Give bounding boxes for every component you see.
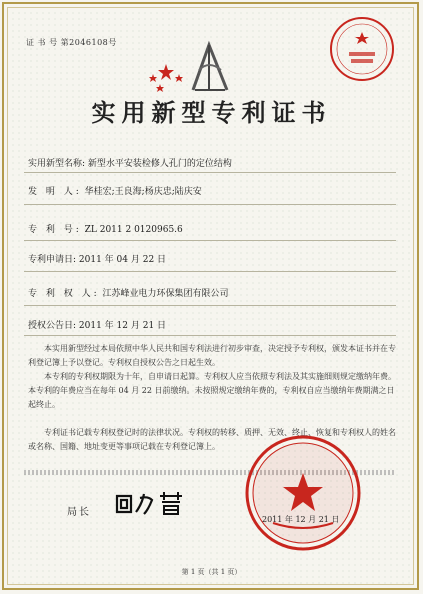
inventor-value: 华桂宏;王良海;杨庆忠;陆庆安 — [84, 187, 202, 197]
director-label: 局长 — [67, 507, 91, 518]
field-patentee — [28, 286, 229, 299]
field-name — [28, 156, 232, 169]
field-filing-date — [28, 252, 166, 265]
name-value: 新型水平安装检修人孔门的定位结构 — [87, 159, 232, 169]
seal-date: 2011 年 12 月 21 日 — [262, 515, 340, 524]
body-paragraph-1: 本实用新型经过本局依照中华人民共和国专利法进行初步审查，决定授予专利权，颁发本证书并在专利登记簿上予以登记。专利权自授权公告之日起生效。 — [28, 344, 396, 367]
name-label: 实用新型名称: — [28, 159, 86, 169]
certificate-title: 实用新型专利证书 — [91, 98, 332, 127]
patent-office-logo — [175, 40, 245, 95]
filing-date-label: 专利申请日: — [28, 255, 77, 265]
page-footer: 第 1 页（共 1 页） — [181, 568, 242, 576]
field-announcement-date — [28, 318, 166, 331]
divider — [24, 172, 396, 173]
field-patent-number — [28, 222, 183, 235]
inventor-label: 发 明 人: — [28, 187, 82, 197]
body-paragraph-3: 专利证书记载专利权登记时的法律状况。专利权的转移、质押、无效、终止、恢复和专利权人的姓名或名称、国籍、地址变更等事项记载在专利登记簿上。 — [28, 428, 396, 451]
divider — [24, 240, 396, 241]
announcement-label: 授权公告日: — [28, 321, 77, 331]
divider — [24, 335, 396, 336]
patent-number-label: 专 利 号: — [28, 225, 82, 235]
divider — [24, 305, 396, 306]
top-seal-icon — [327, 14, 397, 84]
divider — [24, 204, 396, 205]
patentee-value: 江苏峰业电力环保集团有限公司 — [102, 289, 229, 299]
official-seal-icon — [243, 433, 363, 553]
certificate-number: 证 书 号 第2046108号 — [26, 38, 117, 47]
filing-date-value: 2011 年 04 月 22 日 — [78, 255, 167, 265]
patent-number-value: ZL 2011 2 0120965.6 — [84, 225, 183, 235]
patentee-label: 专 利 权 人: — [28, 289, 100, 299]
field-inventor — [28, 184, 202, 197]
divider — [24, 271, 396, 272]
director-signature — [112, 488, 192, 518]
announcement-value: 2011 年 12 月 21 日 — [78, 321, 167, 331]
body-paragraph-2: 本专利的专利权期限为十年，自申请日起算。专利权人应当依照专利法及其实施细则规定缴纳年费。本专利的年费应当在每年 04 月 22 日前缴纳。未按照规定缴纳年费的，专利权自应当缴纳年费期满之日起终止。 — [28, 372, 396, 409]
